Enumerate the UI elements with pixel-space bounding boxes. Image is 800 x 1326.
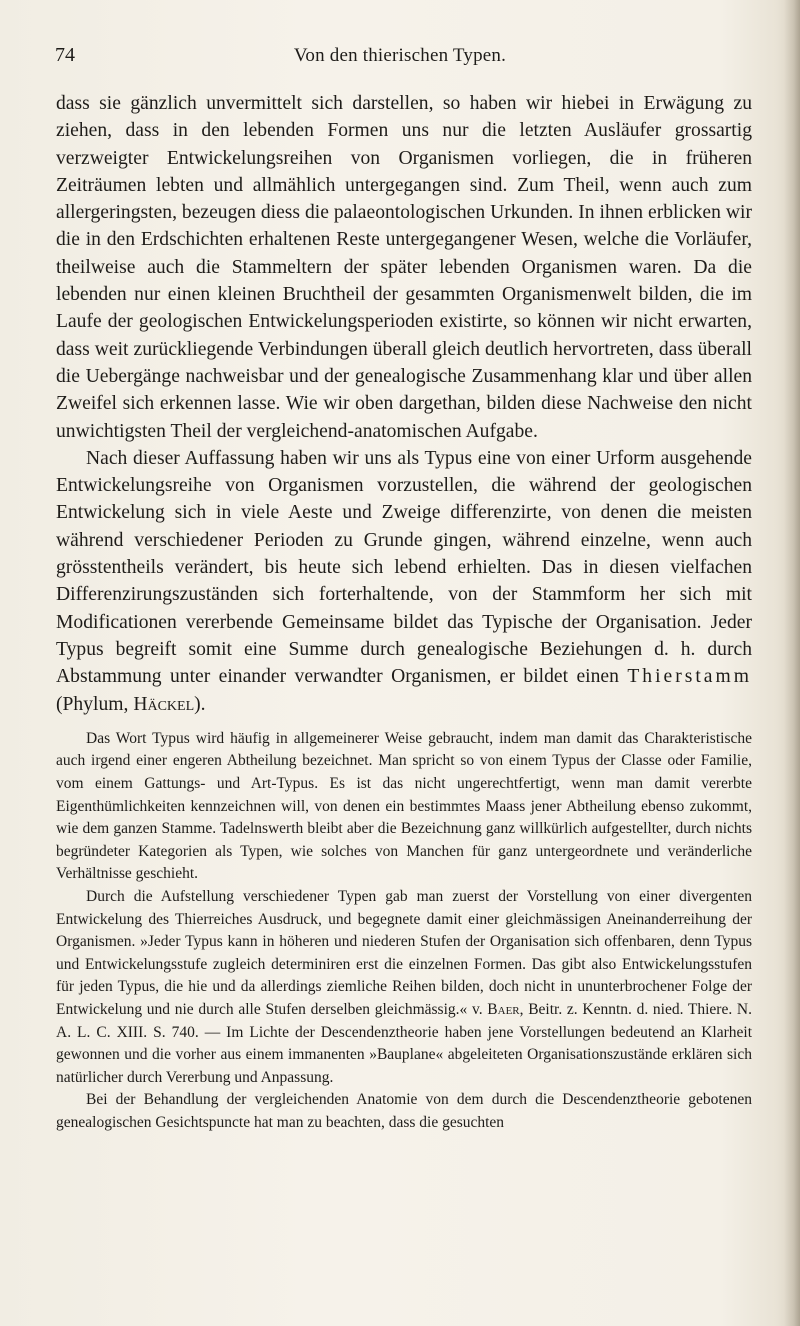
running-title: Von den thierischen Typen. — [293, 45, 507, 66]
term-thierstamm: Thierstamm — [627, 666, 752, 688]
phylum-note: (Phylum, — [56, 693, 129, 715]
author-haeckel: Häckel — [133, 693, 195, 715]
note-2-text: Durch die Aufstellung verschiedener Typen gab man zuerst der Vorstellung von einer divergenten Entwickelung des Thierreiches Ausdruck, und begegnete damit einer gleichmässigen Aneinanderreihung der Organismen. »Jeder Typus kann in höheren und niederen Stufen der Organisation sich offenbaren, denn Typus und Entwickelungsstufe zugleich determiniren erst die einzelnen Formen. Das gibt also Entwickelungsstufen für jeden Typus, die hie und da allerdings ziemliche Reihen bilden, doch nicht in ununterbrochener Folge der Entwickelung und nie durch alle Stufen derselben gleichmässig.« v. — [56, 887, 752, 1018]
paragraph-2-end: ). — [194, 693, 206, 715]
body-text — [56, 90, 752, 1135]
author-baer: Baer — [487, 1000, 520, 1018]
paragraph-1: dass sie gänzlich unvermittelt sich darstellen, so haben wir hiebei in Erwägung zu ziehen, dass in den lebenden Formen uns nur die letzten Ausläufer grossartig verzweigter Entwickelungsreihen von Organismen vorliegen, die in früheren Zeiträumen lebten und allmählich untergegangen sind. Zum Theil, wenn auch zum allergeringsten, bezeugen diess die palaeontologischen Urkunden. In ihnen erblicken wir die in den Erdschichten erhaltenen Reste untergegangener Wesen, welche die Vorläufer, theilweise auch die Stammeltern der später lebenden Organismen waren. Da die lebenden nur einen kleinen Bruchtheil der gesammten Organismenwelt bilden, die im Laufe der geologischen Entwickelungsperioden existirte, so können wir nicht erwarten, dass weit zurückliegende Verbindungen überall gleich deutlich hervortreten, dass überall die Uebergänge nachweisbar und der genealogische Zusammenhang klar und über allen Zweifel sich erkennen lasse. Wie wir oben dargethan, bilden diese Nachweise den nicht unwichtigsten Theil der vergleichend-anatomischen Aufgabe. — [56, 93, 752, 442]
page-number: 74 — [55, 44, 75, 66]
page-edge-shadow — [784, 0, 800, 1326]
annotations — [56, 728, 752, 1135]
main-text — [56, 90, 752, 718]
note-paragraph-3: Bei der Behandlung der vergleichenden Anatomie von dem durch die Descendenztheorie gebotenen genealogischen Gesichtspuncte hat man zu beachten, dass die gesuchten — [56, 1091, 752, 1131]
note-2-citation: , Beitr. z. Kenntn. d. nied. Thiere. N. A. L. C. XIII. S. 740. — Im Lichte der Descendenztheorie haben jene Vorstellungen bedeutend an Klarheit gewonnen und die vorher aus einem immanenten »Bauplane« abgeleiteten Organisationszustände erklären sich natürlicher durch Vererbung und Anpassung. — [56, 1000, 752, 1086]
note-paragraph-1: Das Wort Typus wird häufig in allgemeinerer Weise gebraucht, indem man damit das Charakteristische auch irgend einer engeren Abtheilung bezeichnet. Man spricht so von einem Typus der Classe oder Familie, vom einem Gattungs- und Art-Typus. Es ist das nicht ungerechtfertigt, wenn man damit vererbte Eigenthümlichkeiten kennzeichnen will, von denen ein bestimmtes Maass jener Abtheilung ebenso zukommt, wie dem ganzen Stamme. Tadelnswerth bleibt aber die Bezeichnung ganz willkürlich aufgestellter, durch nichts begründeter Kategorien als Typen, wie solches von Manchen für ganz untergeordnete und veränderliche Verhältnisse geschieht. — [56, 729, 752, 883]
paragraph-2 — [56, 445, 752, 718]
note-paragraph-2 — [56, 886, 752, 1089]
paragraph-2-text: Nach dieser Auffassung haben wir uns als Typus eine von einer Urform ausgehende Entwickelungsreihe von Organismen vorzustellen, die während der geologischen Entwickelung sich in viele Aeste und Zweige differenzirte, von denen die meisten während verschiedener Perioden zu Grunde gingen, während einzelne, wenn auch grösstentheils verändert, bis heute sich lebend erhielten. Das in diesen vielfachen Differenzirungszuständen sich forterhaltende, von der Stammform her sich mit Modificationen vererbende Gemeinsame bildet das Typische der Organisation. Jeder Typus begreift somit eine Summe durch genealogische Beziehungen d. h. durch Abstammung unter einander verwandter Organismen, er bildet einen — [56, 447, 752, 688]
